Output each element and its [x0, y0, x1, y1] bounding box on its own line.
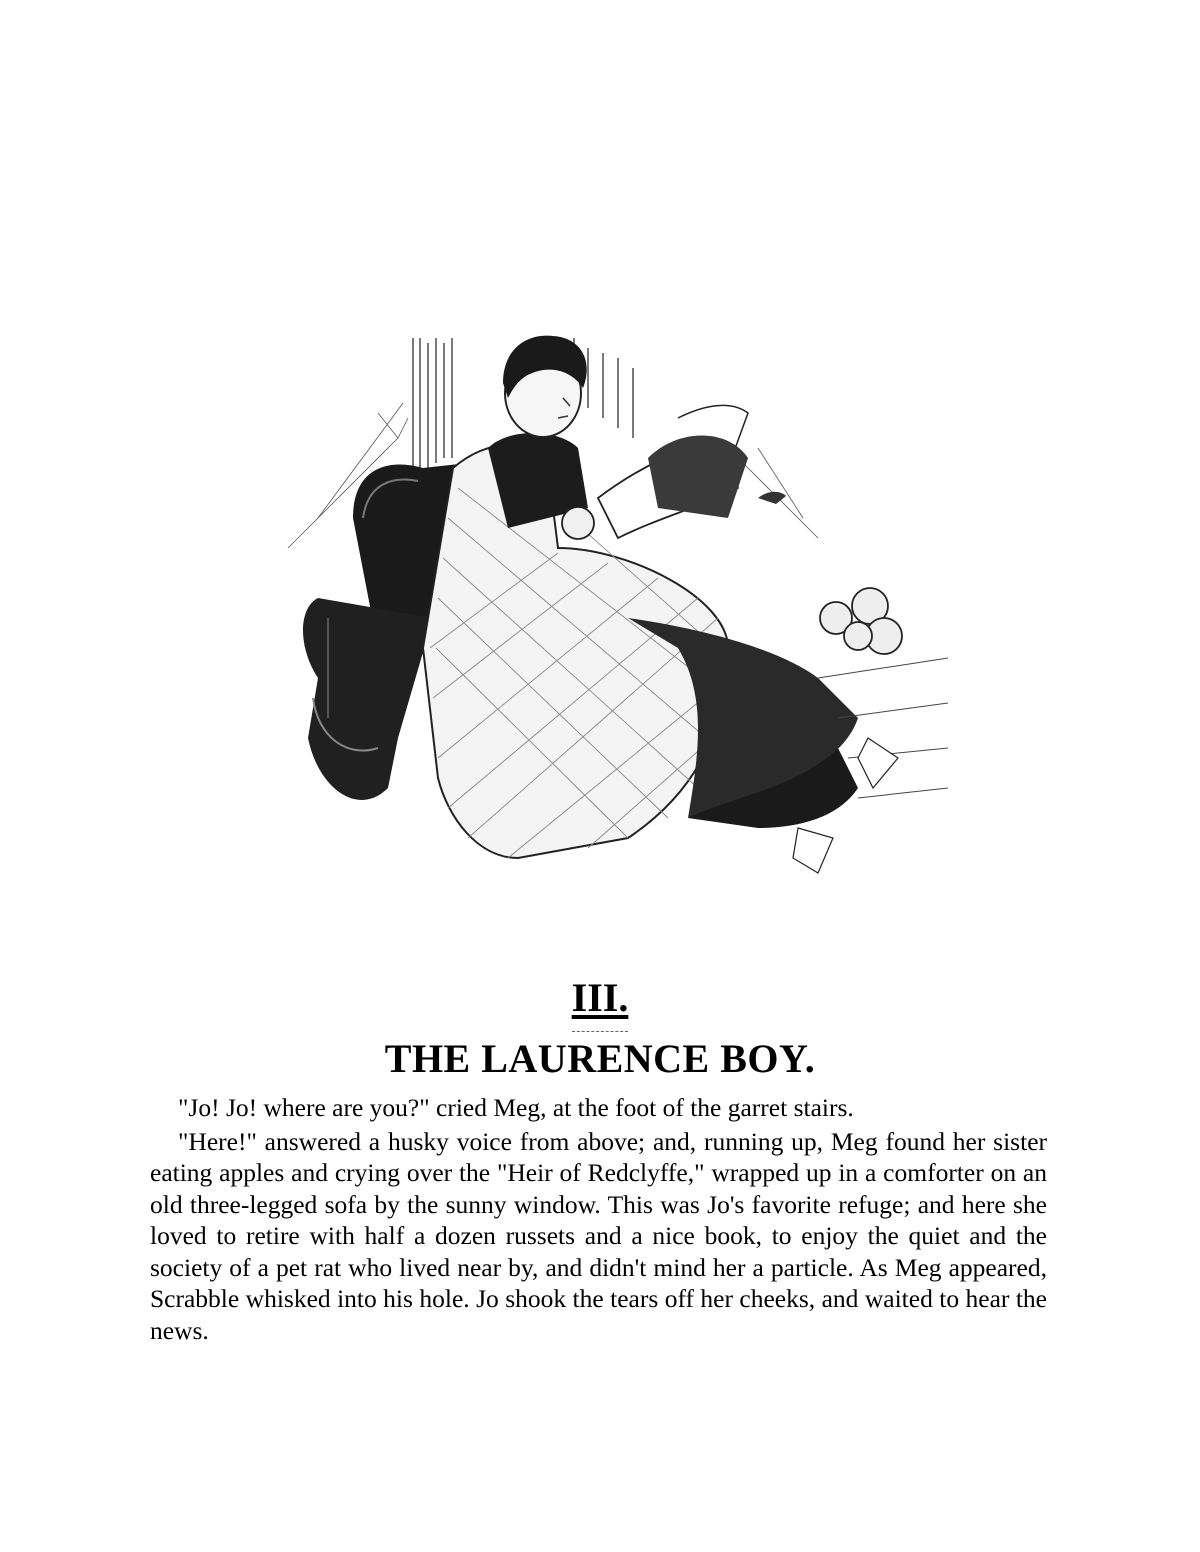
chapter-body — [150, 1092, 1047, 1348]
chapter-number-text: III. — [571, 975, 629, 1020]
chapter-number — [0, 976, 1200, 1020]
paragraph: "Jo! Jo! where are you?" cried Meg, at the foot of the garret stairs. — [178, 1093, 854, 1122]
woman-reading-on-sofa-illustration — [258, 318, 948, 890]
chapter-illustration — [258, 318, 948, 890]
paragraph: "Here!" answered a husky voice from above; and, running up, Meg found her sister eating apples and crying over the "Heir of Redclyffe," wrapped up in a comforter on an old three-legged sofa by the sunny window. This was Jo's favorite refuge; and here she loved to retire with half a dozen russets and a nice book, to enjoy the quiet and the society of a pet rat who lived near by, and didn't mind her a particle. As Meg appeared, Scrabble whisked into his hole. Jo shook the tears off her cheeks, and waited to hear the news. — [150, 1126, 1047, 1345]
chapter-title: THE LAURENCE BOY. — [384, 1036, 816, 1081]
